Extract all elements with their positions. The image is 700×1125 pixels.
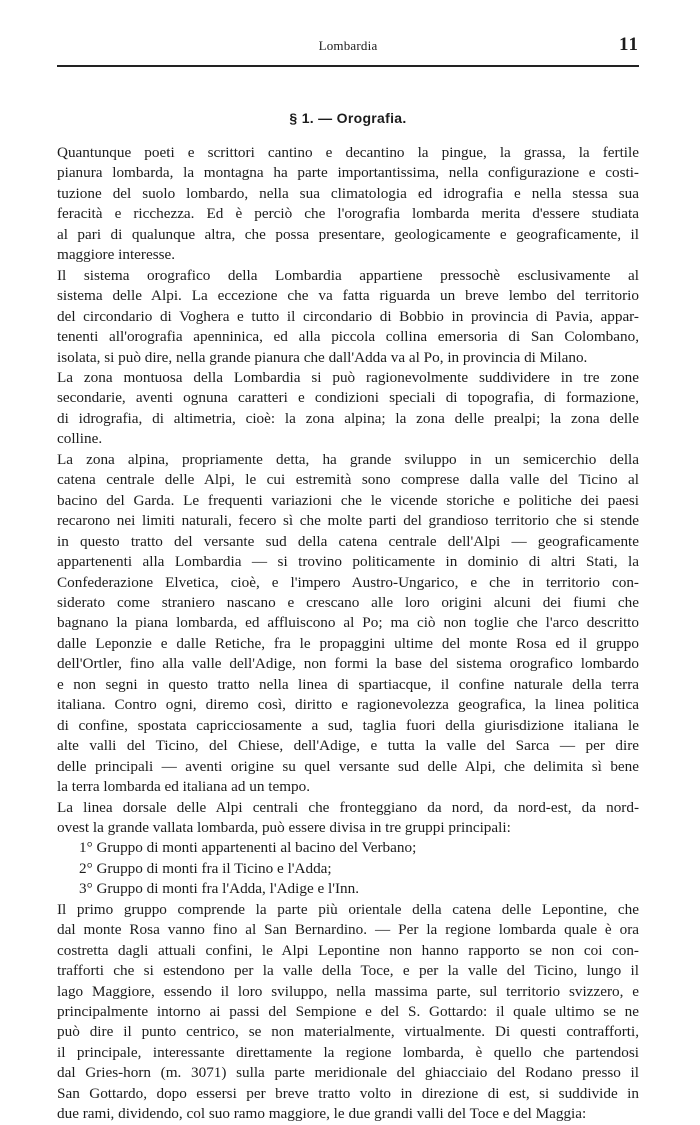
- text-line: trafforti che si estendono per la valle della Toce, e per la valle del Ticino, lungo il: [57, 962, 639, 980]
- text-line: catena centrale delle Alpi, le cui estremità sono comprese dalla valle del Ticino al: [57, 471, 639, 489]
- text-line: del circondario di Voghera e tutto il circondario di Bobbio in provincia di Pavia, appar-: [57, 307, 639, 325]
- text-line: lago Maggiore, essendo il loro sviluppo, nella massima parte, sul territorio svizzero, e: [57, 982, 639, 1000]
- paragraph: [57, 368, 639, 450]
- text-line: secondarie, aventi ognuna caratteri e condizioni speciali di topografia, di formazione,: [57, 389, 639, 407]
- text-line: colline.: [57, 430, 103, 448]
- page-number: 11: [619, 34, 639, 55]
- page-header: [57, 34, 639, 58]
- text-line: Quantunque poeti e scrittori cantino e decantino la pingue, la grassa, la fertile: [57, 144, 639, 161]
- running-head: Lombardia: [318, 38, 378, 53]
- text-line: dalle Leponzie e dalle Retiche, fra le propaggini ultime del monte Rosa ed il gruppo: [57, 634, 639, 652]
- text-line: siderato come straniero nascano e crescano alle loro origini alcuni dei fiumi che: [57, 593, 639, 611]
- text-line: Il sistema orografico della Lombardia appartiene pressochè esclusivamente al: [57, 266, 639, 284]
- paragraph: [57, 798, 639, 839]
- list-item: 2° Gruppo di monti fra il Ticino e l'Adda;: [79, 859, 332, 877]
- list-item: 1° Gruppo di monti appartenenti al bacino del Verbano;: [79, 839, 417, 857]
- text-line: in questo tratto del versante sud della catena centrale dell'Alpi — geograficamente: [57, 532, 639, 550]
- text-line: può dire il punto centrico, se non materialmente, virtualmente. Di questi contrafforti,: [57, 1023, 639, 1041]
- text-line: pianura lombarda, la montagna ha parte importantissima, nella configurazione e costi-: [57, 164, 639, 182]
- list-item: 3° Gruppo di monti fra l'Adda, l'Adige e l'Inn.: [79, 880, 360, 898]
- text-line: recarono nei limiti naturali, fecero sì che molte parti del grandioso territorio che si stende: [57, 512, 639, 530]
- text-line: ovest la grande vallata lombarda, può essere divisa in tre gruppi principali:: [57, 818, 511, 836]
- text-line: sistema delle Alpi. La eccezione che va fatta riguarda un breve lembo del territorio: [57, 287, 639, 305]
- text-line: delle principali — aventi origine su quel versante sud delle Alpi, che delimita sì bene: [57, 757, 639, 775]
- text-line: bacino del Garda. Le frequenti variazioni che le vicende storiche e politiche dei paesi: [57, 491, 639, 509]
- text-line: il principale, interessante direttamente la regione lombarda, è quello che partendosi: [57, 1043, 639, 1061]
- text-line: tuzione del suolo lombardo, nella sua climatologia ed idrografia e nella stessa sua: [57, 184, 639, 202]
- section-title: § 1. — Orografia.: [289, 110, 407, 126]
- paragraph: [57, 900, 639, 1125]
- text-line: di confine, spostata capricciosamente a sud, taglia fuori della giurisdizione italiana le: [57, 716, 639, 734]
- text-line: La zona montuosa della Lombardia si può ragionevolmente suddividere in tre zone: [57, 368, 639, 386]
- text-line: La zona alpina, propriamente detta, ha grande sviluppo in un semicerchio della: [57, 450, 639, 468]
- paragraph: [57, 266, 639, 368]
- text-line: dell'Ortler, fino alla valle dell'Adige, non formi la base del sistema orografico lombardo: [57, 655, 639, 673]
- text-line: appartenenti alla Lombardia — si trovino politicamente in dominio di altri Stati, la: [57, 553, 639, 571]
- text-line: tenenti all'orografia apenninica, ed alla piccola collina emersoria di San Colombano,: [57, 328, 639, 346]
- text-line: dal monte Rosa vanno fino al San Bernardino. — Per la regione lombarda quale è ora: [57, 921, 639, 939]
- text-line: costretta dagli attuali confini, le Alpi Lepontine non hanno rapporto se non coi con-: [57, 941, 639, 959]
- text-line: italiana. Contro ogni, diremo così, diritto e ragionevolezza geografica, la linea politica: [57, 696, 639, 714]
- text-line: isolata, si può dire, nella grande pianura che dall'Adda va al Po, in provincia di Milano.: [57, 348, 588, 366]
- paragraph: [57, 450, 639, 798]
- paragraph: [57, 143, 639, 266]
- text-line: e non segni in questo tratto nella linea di spartiacque, il confine naturale della terra: [57, 675, 639, 693]
- text-line: dal Gries-horn (m. 3071) sulla parte meridionale del ghiacciaio del Rodano presso il: [57, 1064, 639, 1082]
- text-line: Il primo gruppo comprende la parte più orientale della catena delle Lepontine, che: [57, 900, 639, 918]
- text-line: San Gottardo, dopo essersi per breve tratto volto in direzione di est, si suddivide in: [57, 1084, 639, 1102]
- text-line: Confederazione Elvetica, cioè, e l'impero Austro-Ungarico, e che in territorio con-: [57, 573, 639, 591]
- text-line: bagnano la piana lombarda, ed affluiscono al Po; ma ciò non toglie che l'arco descritto: [57, 614, 639, 632]
- text-line: di idrografia, di altimetria, cioè: la zona alpina; la zona delle prealpi; la zona delle: [57, 409, 639, 427]
- text-line: maggiore interesse.: [57, 246, 176, 264]
- text-line: la terra lombarda ed italiana ad un tempo.: [57, 778, 311, 796]
- text-line: principalmente intorno ai passi del Sempione e del S. Gottardo: il quale ultimo se ne: [57, 1003, 639, 1021]
- text-line: La linea dorsale delle Alpi centrali che fronteggiano da nord, da nord-est, da nord-: [57, 798, 639, 816]
- text-line: feracità e ricchezza. Ed è perciò che l'orografia lombarda merita d'essere studiata: [57, 205, 639, 223]
- text-line: due rami, dividendo, col suo ramo maggiore, le due grandi valli del Toce e del Maggia:: [57, 1105, 587, 1123]
- text-line: alte valli del Ticino, del Chiese, dell'Adige, e tutta la valle del Sarca — per dire: [57, 737, 639, 755]
- text-line: al pari di qualunque altra, che possa presentare, geologicamente e geograficamente, il: [57, 225, 639, 243]
- body-text: [57, 143, 639, 1125]
- header-rule: [57, 65, 639, 67]
